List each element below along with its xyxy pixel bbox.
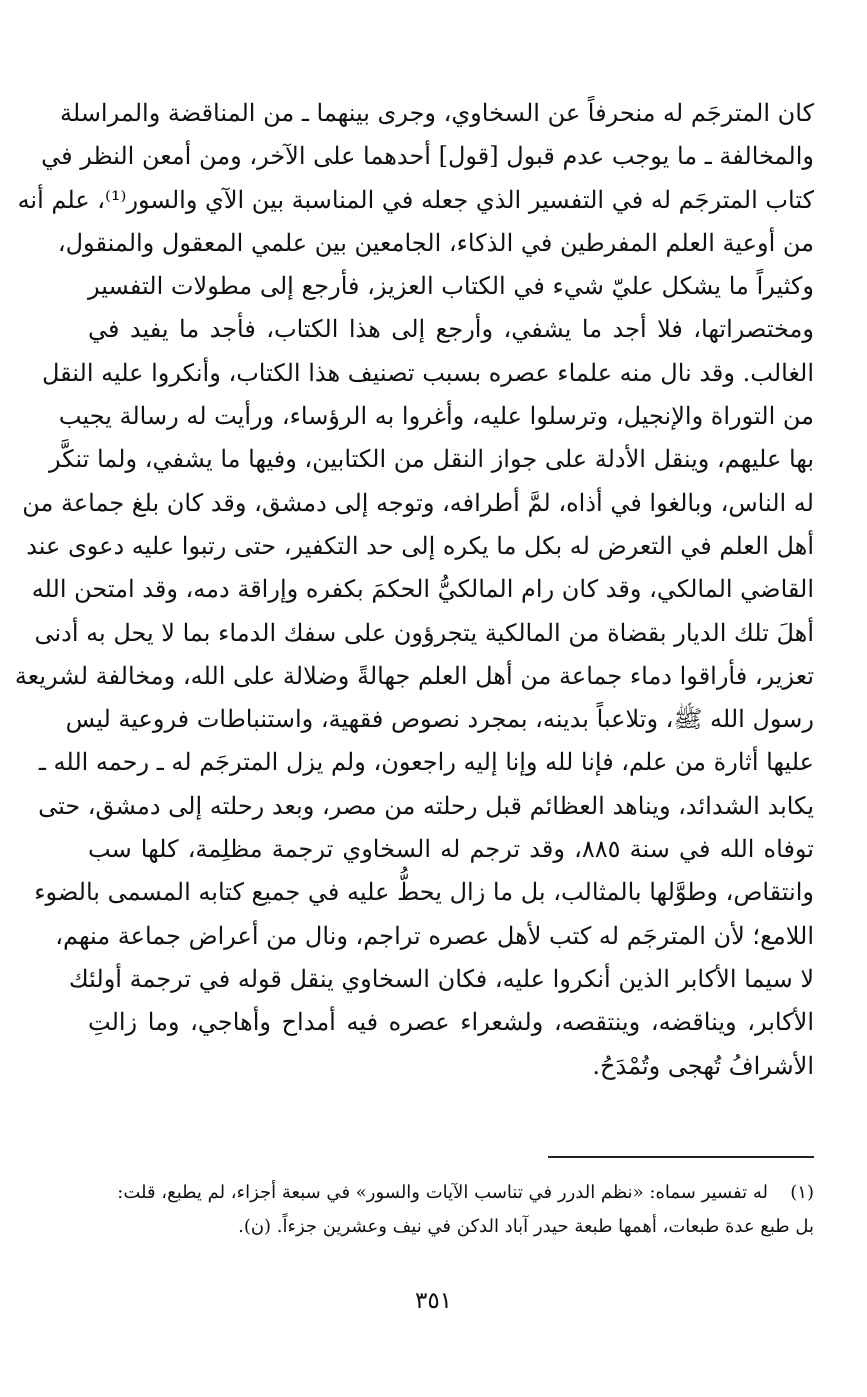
text-line: كتاب المترجَم له في التفسير الذي جعله في المناسبة بين الآي والسور⁽¹⁾، علم أنه (17, 185, 814, 214)
text-line: توفاه الله في سنة ٨٨٥، وقد ترجم له السخاوي ترجمة مظلِمة، كلها سب (88, 835, 814, 864)
text-line: بها عليهم، وينقل الأدلة على جواز النقل من الكتابين، وفيها ما يشفي، ولما تنكَّر (48, 445, 814, 474)
text-line: وكثيراً ما يشكل عليّ شيء في الكتاب العزيز، فأرجع إلى مطولات التفسير (88, 272, 814, 301)
text-line: ومختصراتها، فلا أجد ما يشفي، وأرجع إلى هذا الكتاب، فأجد ما يفيد في (88, 315, 814, 344)
footnote-text-continued: بل طبع عدة طبعات، أهمها طبعة حيدر آباد الدكن في نيف وعشرين جزءاً. (ن). (238, 1216, 814, 1237)
text-line: الأكابر، ويناقضه، وينتقصه، ولشعراء عصره فيه أمداح وأهاجي، وما زالتِ (88, 1008, 814, 1037)
text-line: القاضي المالكي، وقد كان رام المالكيُّ الحكمَ بكفره وإراقة دمه، وقد امتحن الله (31, 575, 814, 604)
text-line: من التوراة والإنجيل، وترسلوا عليه، وأغروا به الرؤساء، ورأيت له رسالة يجيب (58, 402, 814, 431)
text-line: تعزير، فأراقوا دماء جماعة من أهل العلم جهالةً وضلالة على الله، ومخالفة لشريعة (14, 661, 814, 690)
page-number: ٣٥١ (414, 1288, 453, 1314)
footnote-text: له تفسير سماه: «نظم الدرر في تناسب الآيات والسور» في سبعة أجزاء، لم يطبع، قلت: (117, 1182, 768, 1203)
text-line: وانتقاص، وطوَّلها بالمثالب، بل ما زال يحطُّ عليه في جميع كتابه المسمى بالضوء (34, 878, 814, 907)
text-line: أهلَ تلك الديار بقضاة من المالكية يتجرؤون على سفك الدماء بما لا يحل به أدنى (34, 618, 814, 647)
text-line: رسول الله ﷺ، وتلاعباً بدينه، بمجرد نصوص فقهية، واستنباطات فروعية ليس (65, 705, 814, 734)
text-line: أهل العلم في التعرض له بكل ما يكره إلى حد التكفير، حتى رتبوا عليه دعوى عند (26, 531, 814, 560)
text-line: له الناس، وبالغوا في أذاه، لمَّ أطرافه، وتوجه إلى دمشق، وقد كان بلغ جماعة من (22, 488, 814, 517)
text-line: عليها أثارة من علم، فإنا لله وإنا إليه راجعون، ولم يزل المترجَم له ـ رحمه الله ـ (38, 748, 814, 777)
text-line: من أوعية العلم المفرطين في الذكاء، الجامعين بين علمي المعقول والمنقول، (57, 228, 814, 257)
footnote-line (88, 1210, 814, 1244)
footnote-line (88, 1176, 814, 1210)
text-line: اللامع؛ لأن المترجَم له كتب لأهل عصره تراجم، ونال من أعراض جماعة منهم، (55, 921, 814, 950)
text-line: كان المترجَم له منحرفاً عن السخاوي، وجرى بينهما ـ من المناقضة والمراسلة (60, 99, 814, 127)
text-line: والمخالفة ـ ما يوجب عدم قبول [قول] أحدهما على الآخر، ومن أمعن النظر في (41, 142, 814, 171)
footnote-number: (١) (790, 1182, 814, 1203)
text-line: الغالب. وقد نال منه علماء عصره بسبب تصنيف هذا الكتاب، وأنكروا عليه النقل (41, 358, 814, 387)
text-line: يكابد الشدائد، ويناهد العظائم قبل رحلته من مصر، وبعد رحلته إلى دمشق، حتى (38, 791, 814, 820)
footnote-separator (548, 1156, 814, 1158)
footnote (88, 1176, 814, 1244)
text-line-final: الأشرافُ تُهجى وتُمْدَحُ. (592, 1051, 814, 1080)
text-line: لا سيما الأكابر الذين أنكروا عليه، فكان السخاوي ينقل قوله في ترجمة أولئك (68, 964, 814, 993)
main-text (14, 92, 814, 1088)
